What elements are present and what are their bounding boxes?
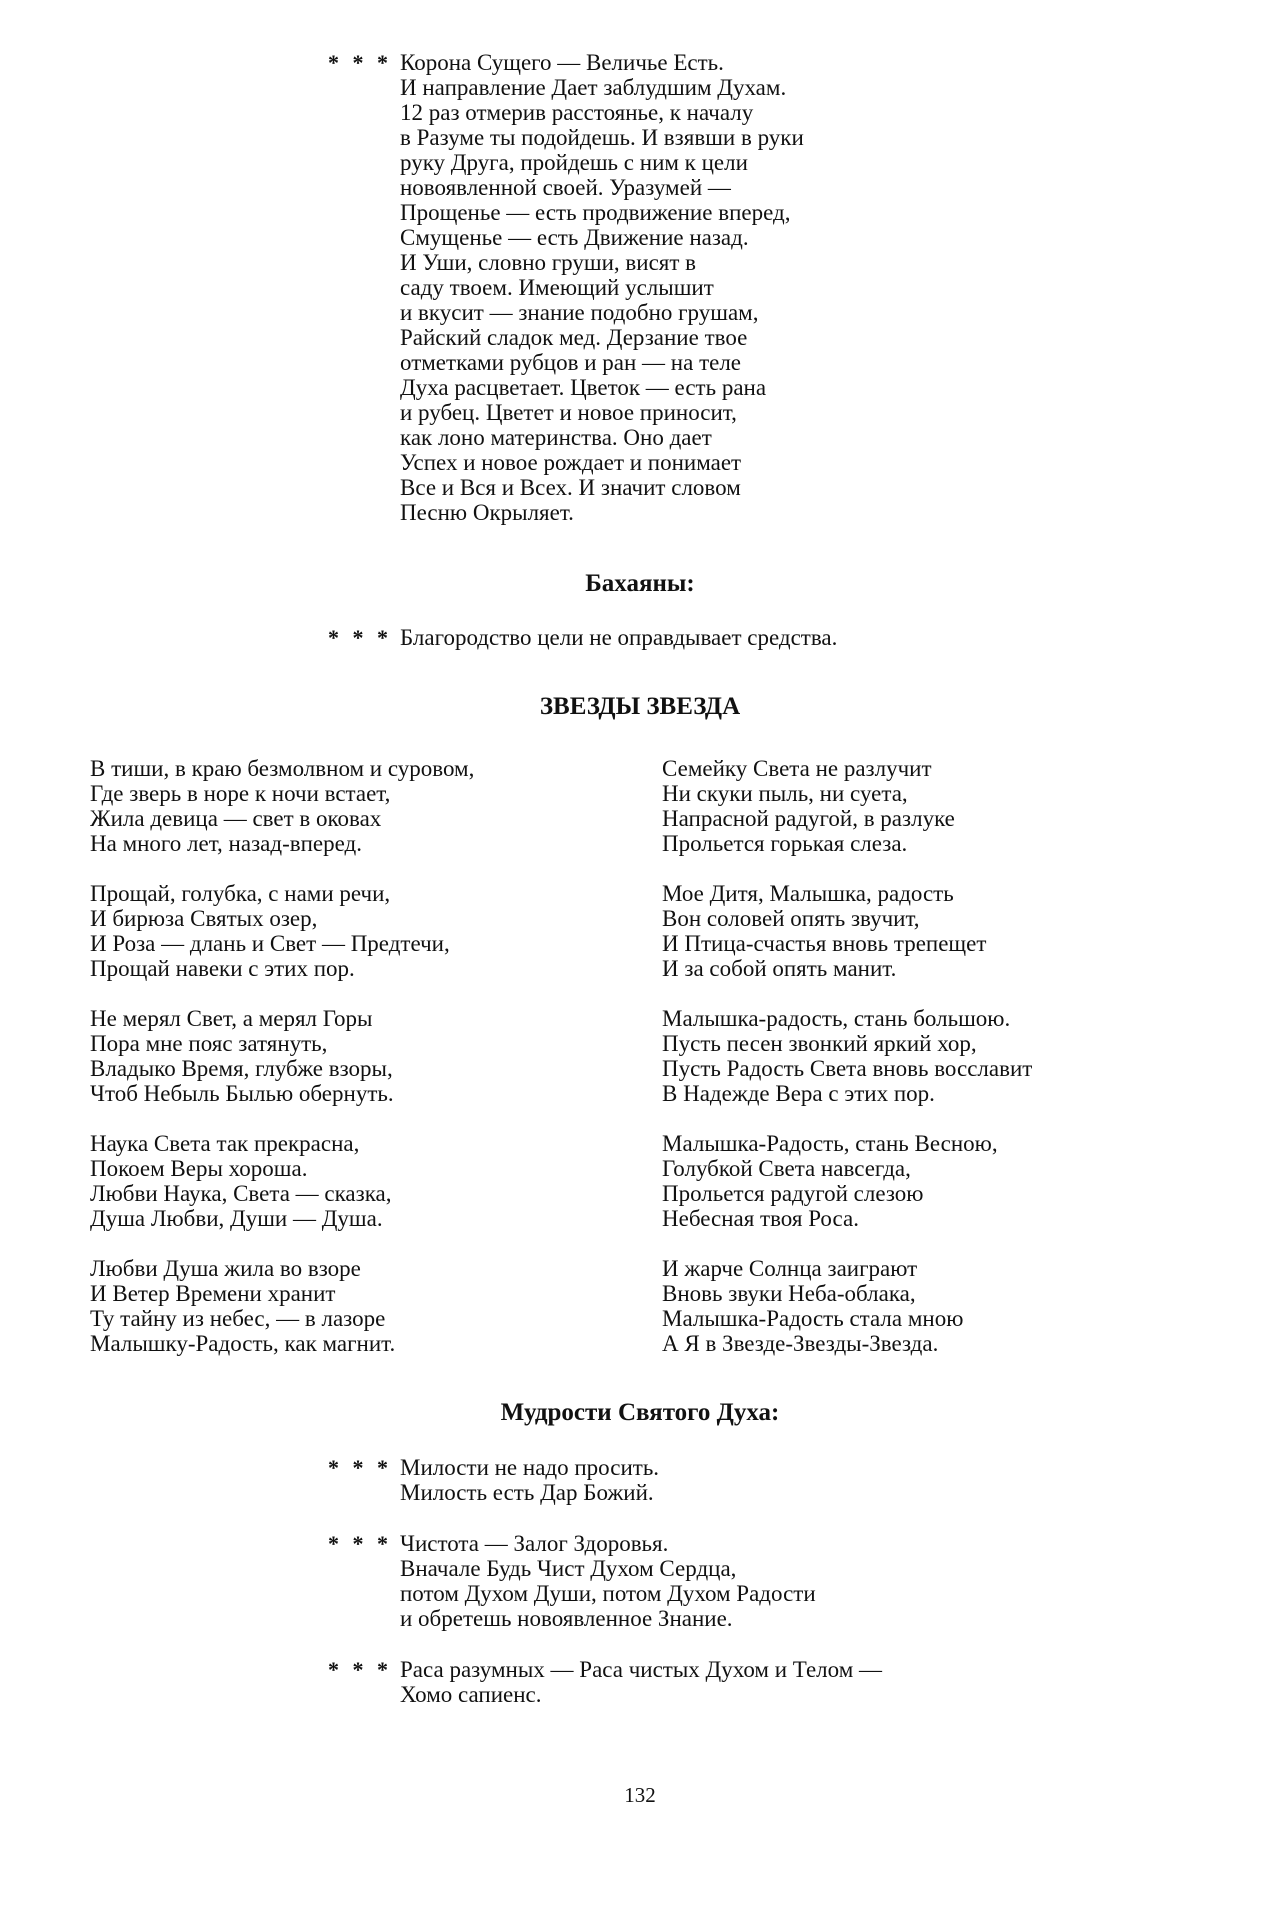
verse-line: как лоно материнства. Оно дает xyxy=(400,425,712,450)
asterisk-marker: * * * xyxy=(328,1531,392,1556)
verse-line: Песню Окрыляет. xyxy=(400,500,574,525)
verse-line: отметками рубцов и ран — на теле xyxy=(400,350,742,375)
verse-line: Небесная твоя Роса. xyxy=(662,1206,859,1231)
verse-line: Где зверь в норе к ночи встает, xyxy=(90,781,391,806)
stanza xyxy=(662,1131,1222,1231)
page-number: 132 xyxy=(624,1783,656,1807)
crown-entry-lines xyxy=(400,50,948,525)
wisdom-line: Милости не надо просить. xyxy=(400,1455,660,1480)
crown-entry-body xyxy=(328,50,948,525)
verse-line: Малышка-радость, стань большою. xyxy=(662,1006,1011,1031)
verse-line: Прощай навеки с этих пор. xyxy=(90,956,355,981)
verse-line: и вкусит — знание подобно грушам, xyxy=(400,300,759,325)
verse-line: И Уши, словно груши, висят в xyxy=(400,250,697,275)
wisdom-line: потом Духом Души, потом Духом Радости xyxy=(400,1581,816,1606)
wisdom-line: Милость есть Дар Божий. xyxy=(400,1480,654,1505)
verse-line: На много лет, назад-вперед. xyxy=(90,831,362,856)
verse-line: Покоем Веры хороша. xyxy=(90,1156,308,1181)
wisdom-heading: Мудрости Святого Духа: xyxy=(500,1399,780,1426)
asterisk-marker: * * * xyxy=(328,1455,392,1480)
verse-line: Жила девица — свет в оковах xyxy=(90,806,382,831)
verse-line: Прощай, голубка, с нами речи, xyxy=(90,881,391,906)
verse-line: И Птица-счастья вновь трепещет xyxy=(662,931,987,956)
verse-line: И жарче Солнца заиграют xyxy=(662,1256,918,1281)
asterisk-marker: * * * xyxy=(328,50,392,75)
poem-right-column xyxy=(662,756,1222,1381)
verse-line: И бирюза Святых озер, xyxy=(90,906,318,931)
verse-line: Мое Дитя, Малышка, радость xyxy=(662,881,954,906)
verse-line: Пора мне пояс затянуть, xyxy=(90,1031,328,1056)
verse-line: Наука Света так прекрасна, xyxy=(90,1131,360,1156)
stanza xyxy=(662,756,1222,856)
verse-line: Корона Сущего — Величье Есть. xyxy=(400,50,724,75)
verse-line: Ту тайну из небес, — в лазоре xyxy=(90,1306,386,1331)
verse-line: Вновь звуки Неба-облака, xyxy=(662,1281,916,1306)
verse-line: новоявленной своей. Уразумей — xyxy=(400,175,731,200)
verse-line: Райский сладок мед. Дерзание твое xyxy=(400,325,748,350)
bahayany-text: Благородство цели не оправдывает средства. xyxy=(400,625,838,650)
verse-line: Прольется радугой слезою xyxy=(662,1181,924,1206)
stanza xyxy=(90,1006,650,1106)
verse-line: Малышка-Радость, стань Весною, xyxy=(662,1131,998,1156)
verse-line: Душа Любви, Души — Душа. xyxy=(90,1206,383,1231)
verse-line: Малышку-Радость, как магнит. xyxy=(90,1331,396,1356)
crown-entry xyxy=(328,50,948,525)
stanza xyxy=(90,756,650,856)
verse-line: И Роза — длань и Свет — Предтечи, xyxy=(90,931,450,956)
asterisk-marker: * * * xyxy=(328,1657,392,1682)
verse-line: Пусть Радость Света вновь восславит xyxy=(662,1056,1033,1081)
verse-line: Вон соловей опять звучит, xyxy=(662,906,920,931)
verse-line: В Надежде Вера с этих пор. xyxy=(662,1081,935,1106)
poem-title: ЗВЕЗДЫ ЗВЕЗДА xyxy=(539,693,741,720)
verse-line: Смущенье — есть Движение назад. xyxy=(400,225,749,250)
verse-line: Семейку Света не разлучит xyxy=(662,756,932,781)
verse-line: в Разуме ты подойдешь. И взявши в руки xyxy=(400,125,804,150)
wisdom-entry xyxy=(328,1657,1028,1707)
verse-line: Владыко Время, глубже взоры, xyxy=(90,1056,393,1081)
verse-line: В тиши, в краю безмолвном и суровом, xyxy=(90,756,475,781)
verse-line: Ни скуки пыль, ни суета, xyxy=(662,781,908,806)
wisdom-entry xyxy=(328,1531,1028,1631)
verse-line: Прольется горькая слеза. xyxy=(662,831,908,856)
stanza xyxy=(662,1006,1222,1106)
wisdom-line: и обретешь новоявленное Знание. xyxy=(400,1606,733,1631)
verse-line: Напрасной радугой, в разлуке xyxy=(662,806,955,831)
verse-line: Голубкой Света навсегда, xyxy=(662,1156,911,1181)
verse-line: Любви Душа жила во взоре xyxy=(90,1256,361,1281)
verse-line: и рубец. Цветет и новое приносит, xyxy=(400,400,737,425)
verse-line: руку Друга, пройдешь с ним к цели xyxy=(400,150,748,175)
stanza xyxy=(662,1256,1222,1356)
verse-line: И за собой опять манит. xyxy=(662,956,897,981)
asterisk-marker: * * * xyxy=(328,625,392,650)
verse-line: И направление Дает заблудшим Духам. xyxy=(400,75,787,100)
wisdom-list xyxy=(328,1455,1028,1733)
wisdom-entry xyxy=(328,1455,1028,1505)
verse-line: Прощенье — есть продвижение вперед, xyxy=(400,200,791,225)
wisdom-line: Чистота — Залог Здоровья. xyxy=(400,1531,669,1556)
stanza xyxy=(90,881,650,981)
verse-line: 12 раз отмерив расстоянье, к началу xyxy=(400,100,754,125)
bahayany-entry-body xyxy=(328,625,948,650)
stanza xyxy=(90,1131,650,1231)
verse-line: Успех и новое рождает и понимает xyxy=(400,450,742,475)
verse-line: Малышка-Радость стала мною xyxy=(662,1306,964,1331)
verse-line: Все и Вся и Всех. И значит словом xyxy=(400,475,741,500)
stanza xyxy=(662,881,1222,981)
verse-line: Не мерял Свет, а мерял Горы xyxy=(90,1006,373,1031)
verse-line: Пусть песен звонкий яркий хор, xyxy=(662,1031,977,1056)
verse-line: Духа расцветает. Цветок — есть рана xyxy=(400,375,767,400)
wisdom-line: Вначале Будь Чист Духом Сердца, xyxy=(400,1556,737,1581)
poem-left-column xyxy=(90,756,650,1381)
bahayany-entry xyxy=(328,625,948,650)
verse-line: Любви Наука, Света — сказка, xyxy=(90,1181,392,1206)
stanza xyxy=(90,1256,650,1356)
wisdom-line: Хомо сапиенс. xyxy=(400,1682,542,1707)
bahayany-heading: Бахаяны: xyxy=(585,570,695,597)
verse-line: И Ветер Времени хранит xyxy=(90,1281,336,1306)
verse-line: А Я в Звезде-Звезды-Звезда. xyxy=(662,1331,939,1356)
wisdom-line: Раса разумных — Раса чистых Духом и Телом — xyxy=(400,1657,883,1682)
verse-line: Чтоб Небыль Былью обернуть. xyxy=(90,1081,394,1106)
verse-line: саду твоем. Имеющий услышит xyxy=(400,275,714,300)
